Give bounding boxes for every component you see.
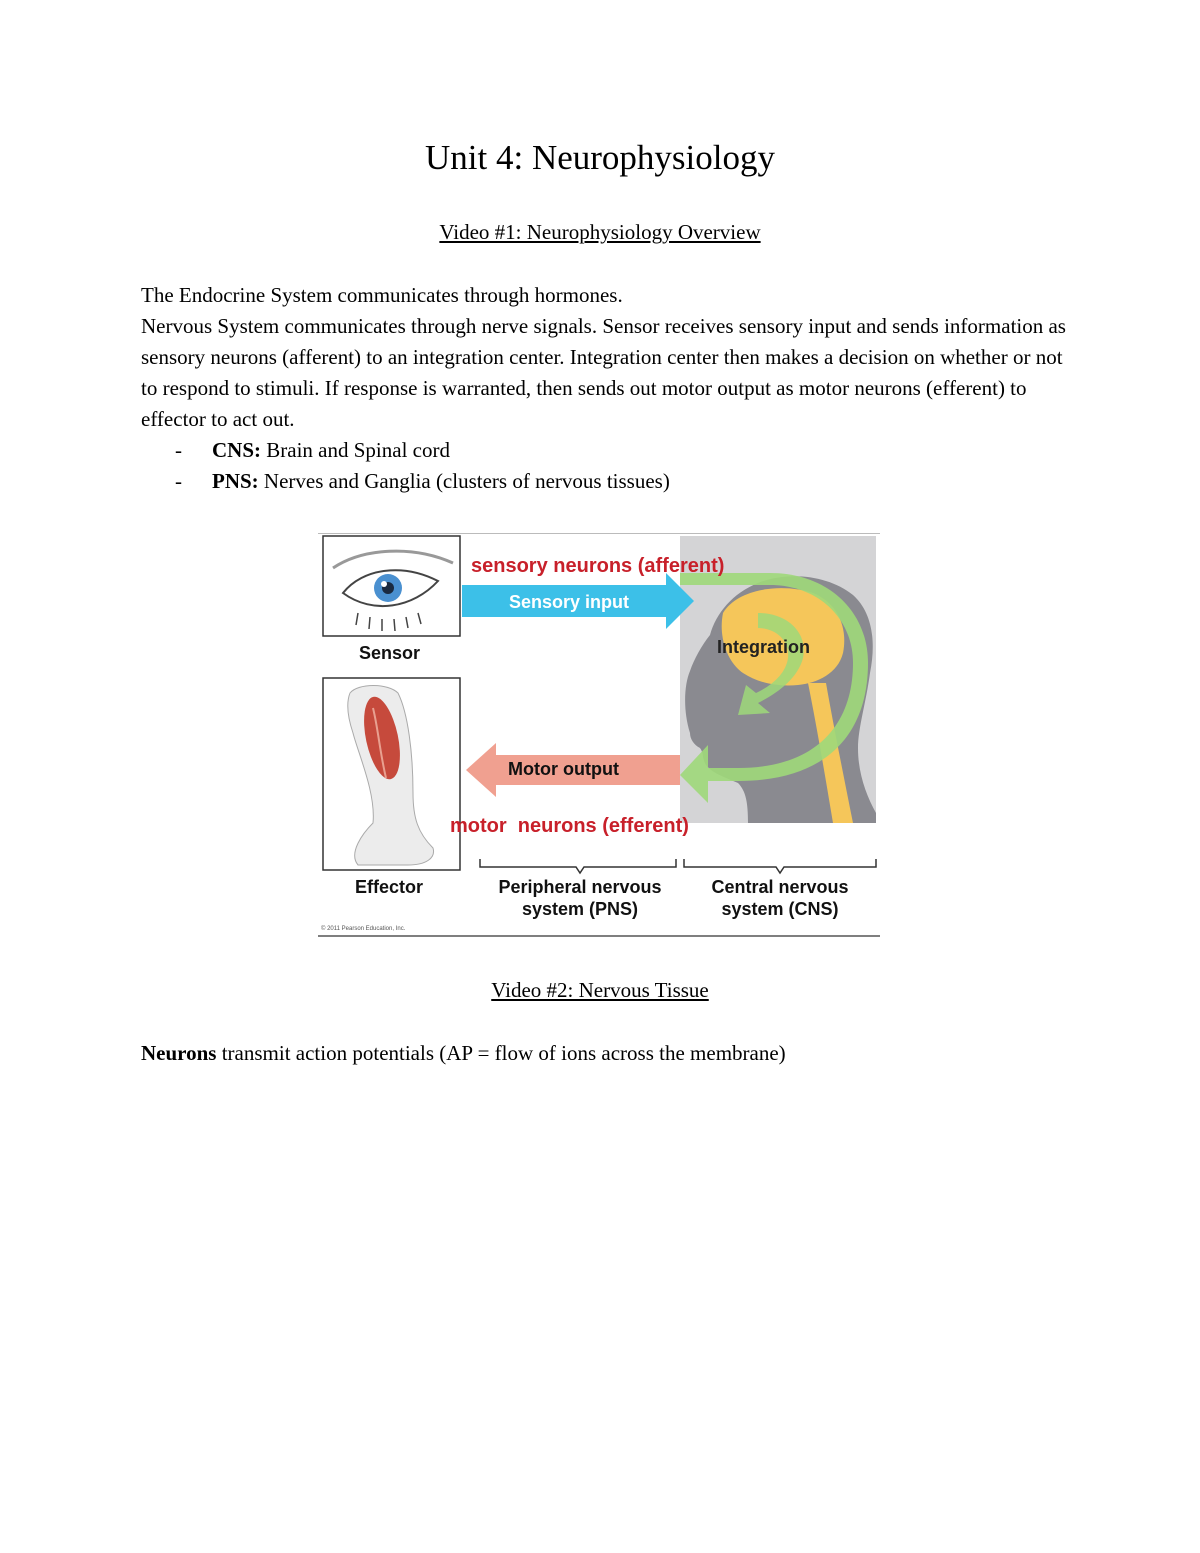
nervous-system-paragraph: Nervous System communicates through nerve signals. Sensor receives sensory input and sends information as sensory neurons (afferent) to an integration center. Integration center then makes a decision on whether or not to respond to stimuli. If response is warranted, then sends out motor output as motor neurons (efferent) to effector to act out.	[141, 314, 1066, 431]
effector-label: Effector	[355, 877, 424, 897]
bullet-marker: -	[175, 469, 182, 493]
endocrine-line: The Endocrine System communicates through hormones.	[141, 283, 623, 307]
bullet-term-pns: PNS:	[212, 469, 259, 493]
neurons-text: transmit action potentials (AP = flow of ions across the membrane)	[216, 1041, 786, 1065]
bullet-term-cns: CNS:	[212, 438, 262, 462]
section-heading-video-2: Video #2: Nervous Tissue	[491, 978, 709, 1002]
overview-paragraph	[141, 280, 1081, 435]
bullet-item-pns	[141, 466, 1061, 497]
neurons-term: Neurons	[141, 1041, 217, 1065]
sensory-input-label: Sensory input	[509, 592, 630, 612]
motor-neurons-label: motor neurons (efferent)	[450, 815, 689, 837]
neurons-paragraph	[141, 1038, 1081, 1069]
bullet-text-pns: Nerves and Ganglia (clusters of nervous tissues)	[258, 469, 670, 493]
integration-label: Integration	[717, 637, 810, 657]
motor-output-label: Motor output	[508, 759, 619, 779]
bullet-list	[141, 435, 1061, 497]
nervous-system-diagram	[318, 533, 880, 937]
pns-label-line2: system (PNS)	[521, 899, 639, 919]
cns-brace	[684, 859, 876, 873]
copyright-label: © 2011 Pearson Education, Inc.	[321, 926, 406, 932]
pns-brace	[480, 859, 676, 873]
cns-label-line2: system (CNS)	[721, 899, 839, 919]
bullet-marker: -	[175, 438, 182, 462]
cns-label-line1: Central nervous	[711, 877, 849, 897]
section-heading-video-1: Video #1: Neurophysiology Overview	[439, 220, 761, 244]
sensory-neurons-label: sensory neurons (afferent)	[471, 555, 725, 577]
sensor-label: Sensor	[359, 643, 421, 663]
bullet-item-cns	[141, 435, 1061, 466]
pns-label-line1: Peripheral nervous	[498, 877, 662, 897]
page-title: Unit 4: Neurophysiology	[425, 138, 775, 177]
bullet-text-cns: Brain and Spinal cord	[261, 438, 450, 462]
